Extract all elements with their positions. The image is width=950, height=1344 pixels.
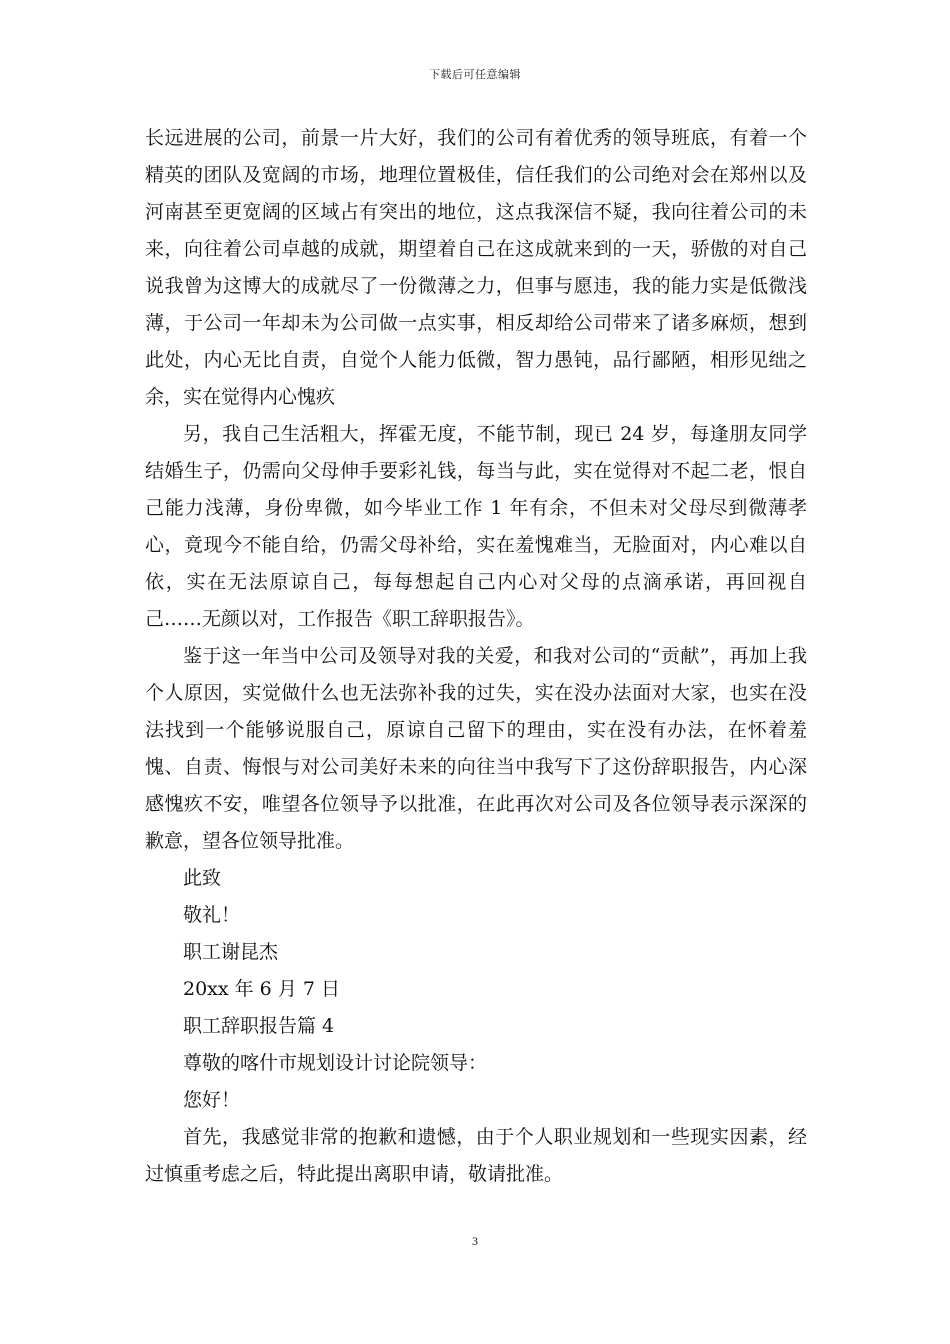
paragraph-company-future: 长远进展的公司，前景一片大好，我们的公司有着优秀的领导班底，有着一个精英的团队及宽阔的市场，地理位置极佳，信任我们的公司绝对会在郑州以及河南甚至更宽阔的区域占有突出的地位，这点我深信不疑，我向往着公司的未来，向往着公司卓越的成就，期望着自己在这成就来到的一天，骄傲的对自己说我曾为这博大的成就尽了一份微薄之力，但事与愿违，我的能力实是低微浅薄，于公司一年却未为公司做一点实事，相反却给公司带来了诸多麻烦，想到此处，内心无比自责，自觉个人能力低微，智力愚钝，品行鄙陋，相形见绌之余，实在觉得内心愧疚 [145, 127, 807, 408]
document-body [145, 120, 807, 1193]
salutation-line: 尊敬的喀什市规划设计讨论院领导： [183, 1052, 488, 1074]
paragraph-resignation-reason: 鉴于这一年当中公司及领导对我的关爱，和我对公司的“贡献”，再加上我个人原因，实觉做什么也无法弥补我的过失，实在没办法面对大家，也实在没法找到一个能够说服自己，原谅自己留下的理由，实在没有办法，在怀着羞愧、自责、悔恨与对公司美好未来的向往当中我写下了这份辞职报告，内心深感愧疚不安，唯望各位领导予以批准，在此再次对公司及各位领导表示深深的歉意，望各位领导批准。 [145, 645, 807, 852]
signature-line: 职工谢昆杰 [183, 941, 279, 963]
regards-line: 敬礼！ [183, 904, 241, 926]
closing-line: 此致 [183, 867, 222, 889]
paragraph-personal-life: 另，我自己生活粗大，挥霍无度，不能节制，现已 24 岁，每逢朋友同学结婚生子，仍需向父母伸手要彩礼钱，每当与此，实在觉得对不起二老，恨自己能力浅薄，身份卑微，如今毕业工作 1 年有余，不但未对父母尽到微薄孝心，竟现今不能自给，仍需父母补给，实在羞愧难当，无脸面对，内心难以自依，实在无法原谅自己，每每想起自己内心对父母的点滴承诺，再回视自己……无颜以对，工作报告《职工辞职报告》。 [145, 423, 807, 630]
date-line: 20xx 年 6 月 7 日 [183, 978, 340, 1000]
section-title: 职工辞职报告篇 4 [183, 1015, 335, 1037]
greeting-line: 您好！ [183, 1089, 241, 1111]
page-header: 下载后可任意编辑 [429, 68, 521, 81]
paragraph-resignation-request: 首先，我感觉非常的抱歉和遗憾，由于个人职业规划和一些现实因素，经过慎重考虑之后，特此提出离职申请，敬请批准。 [145, 1126, 807, 1185]
page-number: 3 [472, 1234, 478, 1248]
